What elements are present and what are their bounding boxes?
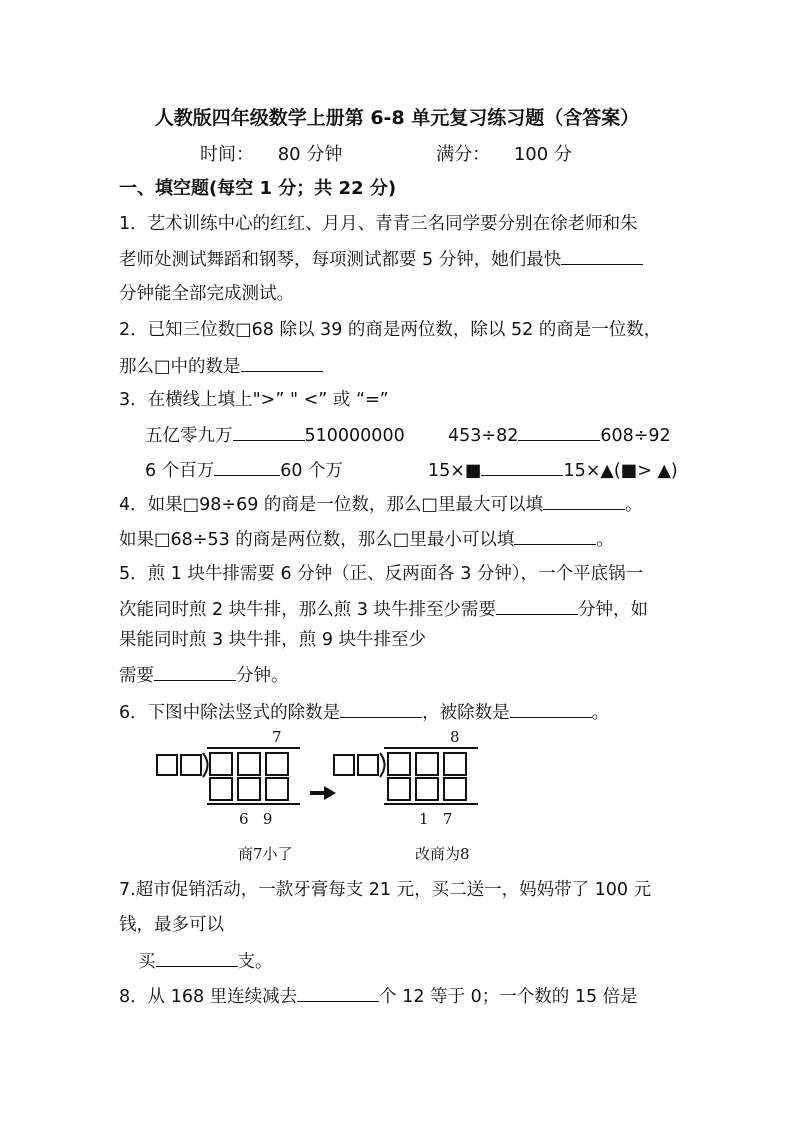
- product-box: [416, 778, 438, 800]
- time-score-line: [200, 142, 572, 168]
- q4-line1-text: 4．如果□98÷69 的商是一位数，那么□里最大可以填: [119, 495, 543, 515]
- q5-line2-end: 分钟，如: [578, 600, 649, 620]
- q2-line2-text: 那么□中的数是: [119, 357, 241, 377]
- q7-line1: 7.超市促销活动，一款牙膏每支 21 元，买二送一，妈妈带了 100 元: [119, 880, 652, 900]
- q3-r1c2-left: 453÷82: [448, 426, 519, 446]
- q2-line2: [119, 353, 323, 379]
- product-box: [266, 778, 288, 800]
- q3-r1c1-left: 五亿零九万: [145, 426, 233, 446]
- q1-blank[interactable]: [561, 246, 643, 265]
- q7-blank[interactable]: [156, 948, 238, 967]
- q3-r1c1: [145, 422, 405, 448]
- q4-line2: [119, 526, 614, 552]
- doc-title: 人教版四年级数学上册第 6-8 单元复习练习题（含答案）: [154, 107, 640, 129]
- q3-r1c1-right: 510000000: [304, 426, 405, 446]
- q7-line3-text: 买: [138, 952, 156, 972]
- q3-r2c1-left: 6 个百万: [145, 461, 215, 481]
- q6-blank1[interactable]: [340, 699, 422, 718]
- q5-line4-end: 分钟。: [236, 666, 289, 686]
- right-division: [334, 748, 478, 804]
- q2-blank[interactable]: [241, 353, 323, 372]
- dividend-box: [388, 753, 410, 775]
- product-box: [444, 778, 466, 800]
- divisor-box: [181, 755, 201, 775]
- q6-blank2[interactable]: [510, 699, 592, 718]
- q2-line1: 2．已知三位数□68 除以 39 的商是两位数，除以 52 的商是一位数，: [119, 320, 662, 340]
- division-bracket: [203, 753, 208, 777]
- division-bracket: [380, 753, 385, 777]
- divisor-box: [358, 755, 378, 775]
- left-remainder-digits: 6 9: [239, 810, 273, 828]
- dividend-box: [238, 753, 260, 775]
- product-box: [210, 778, 232, 800]
- q3-r2c1-blank[interactable]: [214, 457, 280, 476]
- score-label: 满分：: [436, 144, 491, 165]
- q3-r1c2-right: 608÷92: [600, 426, 671, 446]
- q1-line2-text: 老师处测试舞蹈和钢琴，每项测试都要 5 分钟，她们最快: [119, 250, 562, 270]
- q8-blank[interactable]: [297, 983, 379, 1002]
- q3-r2c2-blank[interactable]: [481, 457, 563, 476]
- arrow-icon: [310, 786, 336, 800]
- q3-r1c2-blank[interactable]: [518, 422, 600, 441]
- q6-line1: [119, 699, 609, 725]
- q5-line3: 果能同时煎 3 块牛排，煎 9 块牛排至少: [119, 630, 427, 650]
- time-label: 时间：: [200, 144, 254, 165]
- right-caption: 改商为8: [415, 845, 470, 863]
- q8-line1-end: 个 12 等于 0；一个数的 15 倍是: [379, 987, 638, 1007]
- q4-line1-end: 。: [624, 495, 643, 515]
- q3-r2c2-right: 15×▲(■> ▲): [563, 461, 678, 481]
- product-box: [238, 778, 260, 800]
- q1-line2: [119, 246, 643, 272]
- q5-blank1[interactable]: [496, 596, 578, 615]
- q4-line2-end: 。: [596, 530, 614, 550]
- q4-blank2[interactable]: [514, 526, 596, 545]
- q6-line1-mid: ，被除数是: [422, 703, 510, 723]
- q4-line2-text: 如果□68÷53 的商是两位数，那么□里最小可以填: [119, 530, 515, 550]
- dividend-box: [444, 753, 466, 775]
- q3-line1: 3．在横线上填上">” " <” 或 “=”: [119, 390, 389, 410]
- right-remainder-digits: 1 7: [419, 810, 453, 828]
- q6-line1-end: 。: [591, 703, 610, 723]
- product-box: [388, 778, 410, 800]
- q1-line1: 1．艺术训练中心的红红、月月、青青三名同学要分别在徐老师和朱: [119, 214, 638, 234]
- score-value: 100 分: [513, 144, 572, 165]
- q8-line1: [119, 983, 638, 1009]
- divisor-box: [157, 755, 177, 775]
- q3-r1c1-blank[interactable]: [233, 422, 305, 441]
- q3-r2c1: [145, 457, 343, 483]
- q3-r1c2: [448, 422, 671, 448]
- q7-line3-end: 支。: [237, 952, 273, 972]
- q6-line1-text: 6．下图中除法竖式的除数是: [119, 703, 341, 723]
- q5-line2-text: 次能同时煎 2 块牛排，那么煎 3 块牛排至少需要: [119, 600, 497, 620]
- left-caption: 商7小了: [238, 845, 293, 863]
- section-title: 一、填空题(每空 1 分；共 22 分): [119, 178, 397, 199]
- q5-line4: [119, 662, 289, 688]
- q4-blank1[interactable]: [543, 491, 625, 510]
- left-quotient: 7: [272, 728, 282, 746]
- dividend-box: [210, 753, 232, 775]
- q3-r2c1-right: 60 个万: [280, 461, 344, 481]
- division-figure: [0, 725, 794, 865]
- dividend-box: [266, 753, 288, 775]
- q1-line3: 分钟能全部完成测试。: [119, 284, 294, 304]
- time-value: 80 分钟: [277, 144, 343, 165]
- q7-line3: [138, 948, 273, 974]
- q3-r2c2-left: 15×■: [428, 461, 482, 481]
- q4-line1: [119, 491, 642, 517]
- q3-r2c2: [428, 457, 678, 483]
- dividend-box: [416, 753, 438, 775]
- q5-line2: [119, 596, 648, 622]
- q7-line2: 钱，最多可以: [119, 915, 224, 935]
- left-division: [157, 748, 300, 804]
- q5-line4-text: 需要: [119, 666, 154, 686]
- q5-blank2[interactable]: [154, 662, 236, 681]
- divisor-box: [334, 755, 354, 775]
- q8-line1-text: 8．从 168 里连续减去: [119, 987, 298, 1007]
- right-quotient: 8: [450, 728, 460, 746]
- q5-line1: 5．煎 1 块牛排需要 6 分钟（正、反两面各 3 分钟），一个平底锅一: [119, 564, 644, 584]
